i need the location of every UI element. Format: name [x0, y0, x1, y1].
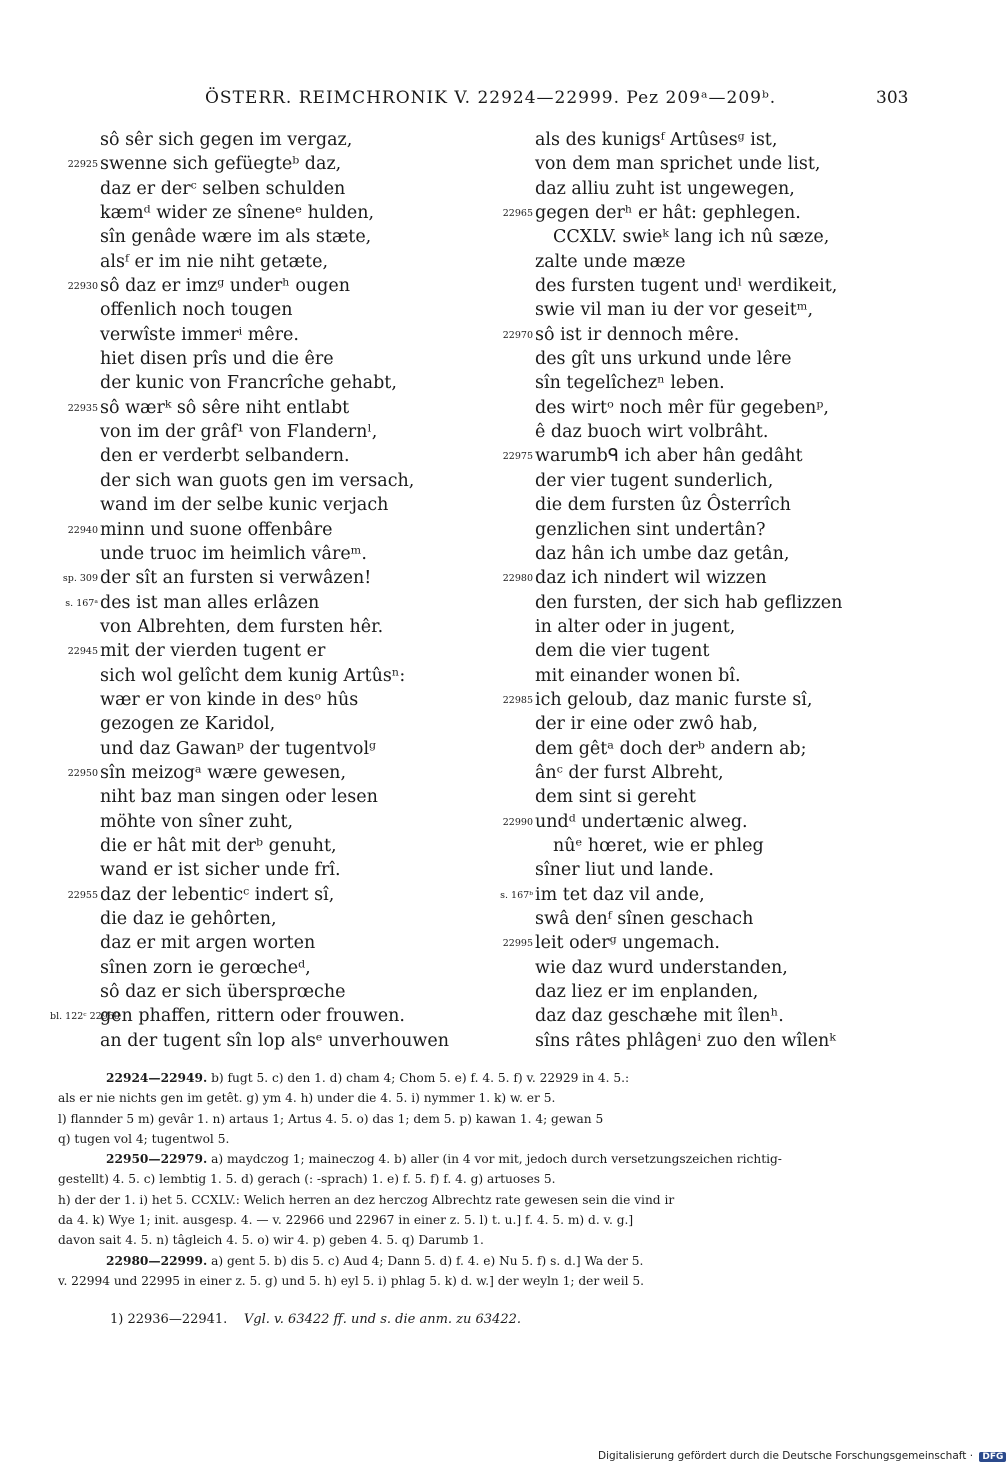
verse-text: sîns râtes phlâgenⁱ zuo den wîlenᵏ	[535, 1030, 836, 1051]
verse-text: des gît uns urkund unde lêre	[535, 349, 792, 370]
verse-line	[50, 639, 490, 663]
verse-text: swie vil man iu der vor geseitᵐ,	[535, 300, 814, 321]
verse-line	[495, 542, 915, 566]
apparatus-text: v. 22994 und 22995 in einer z. 5. g) und 5. h) eyl 5. i) phlag 5. k) d. w.] der weyln 1; der weil 5.	[58, 1273, 644, 1288]
verse-text: leit oderᵍ ungemach.	[535, 933, 720, 954]
verse-line	[495, 737, 915, 761]
verse-line	[495, 347, 915, 371]
critical-apparatus	[58, 1068, 908, 1291]
verse-text: sô ist ir dennoch mêre.	[535, 324, 740, 345]
digitization-credit	[598, 1450, 1006, 1462]
line-marker: s. 167ᵇ	[500, 889, 533, 901]
verse-line	[50, 152, 490, 176]
verse-text: als des kunigsᶠ Artûsesᵍ ist,	[535, 130, 778, 150]
verse-text: wand im der selbe kunic verjach	[100, 495, 389, 516]
verse-line	[495, 688, 915, 712]
verse-text: verwîste immerⁱ mêre.	[100, 324, 299, 345]
running-header	[0, 88, 1000, 114]
verse-line	[50, 518, 490, 542]
running-title: ÖSTERR. REIMCHRONIK V. 22924—22999. Pez 209ᵃ—209ᵇ.	[205, 88, 777, 108]
verse-line	[50, 469, 490, 493]
verse-line	[495, 858, 915, 882]
credit-text: Digitalisierung gefördert durch die Deutsche Forschungsgemeinschaft ·	[598, 1450, 974, 1462]
verse-line	[50, 956, 490, 980]
right-verse-column	[495, 128, 915, 1053]
line-marker: 22990	[502, 816, 533, 828]
line-marker: sp. 309	[62, 573, 98, 585]
verse-line	[495, 371, 915, 395]
verse-line	[495, 907, 915, 931]
verse-text: sînen zorn ie gerœcheᵈ,	[100, 957, 311, 978]
verse-text: mit der vierden tugent er	[100, 641, 326, 662]
verse-text: undᵈ undertænic alweg.	[535, 811, 748, 832]
line-marker: bl. 122ᶜ 22960	[50, 1011, 120, 1023]
verse-line	[50, 250, 490, 274]
verse-line	[50, 980, 490, 1004]
apparatus-text: a) maydczog 1; maineczog 4. b) aller (in 4 vor mit, jedoch durch versetzungszeichen richtig-	[207, 1152, 782, 1167]
verse-text: in alter oder in jugent,	[535, 616, 736, 637]
verse-text: mit einander wonen bî.	[535, 665, 741, 686]
verse-text: genzlichen sint undertân?	[535, 519, 766, 540]
apparatus-text: l) flannder 5 m) gevâr 1. n) artaus 1; Artus 4. 5. o) das 1; dem 5. p) kawan 1. 4; gewan 5	[58, 1111, 604, 1126]
verse-line	[50, 566, 490, 590]
verse-text: hiet disen prîs und die êre	[100, 349, 334, 370]
apparatus-line	[58, 1190, 908, 1210]
verse-line	[50, 712, 490, 736]
verse-line	[50, 177, 490, 201]
apparatus-range: 22950—22979.	[106, 1152, 208, 1167]
verse-line	[495, 566, 915, 590]
verse-line	[50, 225, 490, 249]
line-marker: 22970	[502, 329, 533, 341]
verse-line	[50, 688, 490, 712]
apparatus-line	[58, 1251, 908, 1271]
apparatus-text: h) der der 1. i) het 5. CCXLV.: Welich herren an dez herczog Albrechtz rate gewesen sein die vind ir	[58, 1192, 675, 1207]
verse-text: daz ich nindert wil wizzen	[535, 568, 767, 589]
verse-line	[495, 980, 915, 1004]
verse-line	[495, 469, 915, 493]
verse-line	[50, 128, 490, 152]
apparatus-line	[58, 1169, 908, 1189]
dfg-logo: DFG	[979, 1452, 1006, 1462]
apparatus-text: da 4. k) Wye 1; init. ausgesp. 4. — v. 22966 und 22967 in einer z. 5. l) t. u.] f. 4. 5. m) d. v. g.]	[58, 1213, 634, 1228]
verse-text: ânᶜ der furst Albreht,	[535, 762, 724, 783]
verse-text: unde truoc im heimlich vâreᵐ.	[100, 543, 367, 564]
verse-text: dem die vier tugent	[535, 641, 710, 662]
verse-text: von Albrehten, dem fursten hêr.	[100, 616, 384, 637]
verse-text: sô sêr sich gegen im vergaz,	[100, 130, 353, 150]
verse-line	[50, 664, 490, 688]
verse-line	[495, 152, 915, 176]
verse-text: im tet daz vil ande,	[535, 884, 705, 905]
verse-text: ich geloub, daz manic furste sî,	[535, 689, 813, 710]
verse-text: daz der lebenticᶜ indert sî,	[100, 884, 335, 905]
line-marker: 22975	[502, 451, 533, 463]
apparatus-line	[58, 1088, 908, 1108]
verse-line	[495, 931, 915, 955]
verse-line	[495, 396, 915, 420]
verse-text: gezogen ze Karidol,	[100, 714, 276, 735]
verse-text: des fursten tugent undˡ werdikeit,	[535, 276, 838, 297]
apparatus-line	[58, 1210, 908, 1230]
apparatus-line	[58, 1230, 908, 1250]
verse-line	[495, 250, 915, 274]
verse-line	[50, 883, 490, 907]
verse-text: sîner liut und lande.	[535, 860, 714, 881]
verse-text: dem gêtᵃ doch derᵇ andern ab;	[535, 738, 807, 759]
verse-text: niht baz man singen oder lesen	[100, 787, 378, 808]
verse-line	[495, 810, 915, 834]
verse-text: die er hât mit derᵇ genuht,	[100, 835, 337, 856]
verse-text: von dem man sprichet unde list,	[535, 154, 821, 175]
verse-line	[495, 883, 915, 907]
apparatus-text: b) fugt 5. c) den 1. d) cham 4; Chom 5. e) f. 4. 5. f) v. 22929 in 4. 5.:	[207, 1071, 630, 1085]
verse-line	[50, 1004, 490, 1028]
verse-line	[50, 1029, 490, 1053]
verse-text: daz er derᶜ selben schulden	[100, 178, 346, 199]
verse-line	[495, 639, 915, 663]
verse-text: CCXLV. swieᵏ lang ich nû sæze,	[553, 227, 830, 248]
verse-line	[50, 420, 490, 444]
apparatus-text: als er nie nichts gen im getêt. g) ym 4. h) under die 4. 5. i) nymmer 1. k) w. er 5.	[58, 1091, 556, 1106]
verse-text: zalte unde mæze	[535, 251, 686, 272]
apparatus-line	[58, 1109, 908, 1129]
verse-text: wand er ist sicher unde frî.	[100, 860, 341, 881]
verse-text: gegen derʰ er hât: gephlegen.	[535, 203, 801, 224]
verse-line	[50, 371, 490, 395]
apparatus-text: davon sait 4. 5. n) tâgleich 4. 5. o) wir 4. p) geben 4. 5. q) Darumb 1.	[58, 1233, 484, 1248]
verse-text: daz er mit argen worten	[100, 933, 316, 954]
verse-text: swenne sich gefüegteᵇ daz,	[100, 154, 342, 175]
verse-text: die daz ie gehôrten,	[100, 909, 277, 929]
verse-line	[50, 591, 490, 615]
line-marker: 22985	[502, 694, 533, 706]
verse-text: die dem fursten ûz Ôsterrîch	[535, 495, 791, 516]
verse-line	[50, 785, 490, 809]
line-marker: 22930	[67, 281, 98, 293]
verse-line	[50, 761, 490, 785]
verse-text: der kunic von Francrîche gehabt,	[100, 373, 397, 394]
verse-line	[50, 858, 490, 882]
verse-line	[495, 128, 915, 152]
verse-line	[495, 225, 915, 249]
line-marker: s. 167ᵃ	[65, 597, 98, 609]
verse-text: an der tugent sîn lop alsᵉ unverhouwen	[100, 1030, 449, 1051]
verse-text: daz liez er im enplanden,	[535, 982, 759, 1003]
verse-line	[495, 518, 915, 542]
verse-text: der ir eine oder zwô hab,	[535, 714, 758, 735]
footnote	[110, 1312, 521, 1327]
apparatus-line	[58, 1068, 908, 1088]
verse-line	[495, 785, 915, 809]
line-marker: 22935	[67, 402, 98, 414]
verse-text: warumbᑫ ich aber hân gedâht	[535, 446, 803, 467]
verse-line	[495, 274, 915, 298]
verse-text: minn und suone offenbâre	[100, 519, 333, 540]
verse-line	[495, 298, 915, 322]
verse-text: daz hân ich umbe daz getân,	[535, 543, 790, 564]
verse-text: den er verderbt selbandern.	[100, 446, 350, 467]
verse-line	[50, 201, 490, 225]
verse-text: sîn tegelîchezⁿ leben.	[535, 373, 725, 394]
verse-text: der sît an fursten si verwâzen!	[100, 568, 372, 589]
verse-line	[495, 420, 915, 444]
verse-text: sich wol gelîcht dem kunig Artûsⁿ:	[100, 665, 406, 686]
verse-line	[495, 177, 915, 201]
verse-line	[495, 761, 915, 785]
apparatus-line	[58, 1129, 908, 1149]
line-marker: 22925	[67, 159, 98, 171]
verse-line	[50, 834, 490, 858]
page-number: 303	[876, 88, 909, 108]
line-marker: 22995	[502, 938, 533, 950]
verse-line	[50, 907, 490, 931]
line-marker: 22955	[67, 889, 98, 901]
verse-text: möhte von sîner zuht,	[100, 811, 294, 832]
verse-line	[495, 1004, 915, 1028]
verse-text: nûᵉ hœret, wie er phleg	[553, 835, 764, 856]
apparatus-text: gestellt) 4. 5. c) lembtig 1. 5. d) gerach (: -sprach) 1. e) f. 5. f) f. 4. g) artuoses 5.	[58, 1172, 556, 1187]
verse-line	[495, 834, 915, 858]
verse-text: den fursten, der sich hab geflizzen	[535, 592, 843, 613]
verse-text: sîn meizogᵃ wære gewesen,	[100, 762, 347, 783]
verse-line	[50, 542, 490, 566]
verse-text: alsᶠ er im nie niht getæte,	[100, 251, 329, 272]
verse-text: ê daz buoch wirt volbrâht.	[535, 422, 769, 443]
verse-line	[50, 298, 490, 322]
verse-text: sô wærᵏ sô sêre niht entlabt	[100, 397, 350, 418]
verse-line	[50, 396, 490, 420]
verse-line	[50, 323, 490, 347]
footnote-text: Vgl. v. 63422 ff. und s. die anm. zu 63422.	[243, 1312, 522, 1327]
line-marker: 22950	[67, 767, 98, 779]
verse-line	[495, 444, 915, 468]
verse-text: der vier tugent sunderlich,	[535, 470, 774, 491]
verse-text: daz alliu zuht ist ungewegen,	[535, 178, 795, 199]
verse-line	[495, 1029, 915, 1053]
footnote-number: 1) 22936—22941.	[110, 1312, 228, 1327]
verse-text: sô daz er sich übersprœche	[100, 982, 346, 1003]
verse-text: des ist man alles erlâzen	[100, 592, 320, 613]
line-marker: 22980	[502, 573, 533, 585]
verse-line	[50, 931, 490, 955]
verse-text: wær er von kinde in desᵒ hûs	[100, 689, 359, 710]
verse-text: kæmᵈ wider ze sîneneᵉ hulden,	[100, 203, 375, 224]
verse-line	[495, 201, 915, 225]
verse-text: daz daz geschæhe mit îlenʰ.	[535, 1006, 784, 1027]
verse-line	[50, 737, 490, 761]
verse-text: wie daz wurd understanden,	[535, 957, 788, 978]
verse-line	[495, 591, 915, 615]
verse-text: offenlich noch tougen	[100, 300, 293, 321]
line-marker: 22945	[67, 646, 98, 658]
verse-text: swâ denᶠ sînen geschach	[535, 909, 754, 929]
verse-line	[495, 493, 915, 517]
line-marker: 22940	[67, 524, 98, 536]
verse-line	[50, 274, 490, 298]
verse-line	[50, 444, 490, 468]
verse-line	[495, 323, 915, 347]
verse-line	[495, 664, 915, 688]
verse-line	[50, 347, 490, 371]
verse-text: der sich wan guots gen im versach,	[100, 470, 415, 491]
verse-line	[50, 615, 490, 639]
apparatus-line	[58, 1149, 908, 1169]
verse-line	[50, 493, 490, 517]
verse-text: sîn genâde wære im als stæte,	[100, 227, 372, 248]
left-verse-column	[50, 128, 490, 1053]
line-marker: 22965	[502, 208, 533, 220]
apparatus-line	[58, 1271, 908, 1291]
verse-line	[495, 712, 915, 736]
verse-line	[50, 810, 490, 834]
verse-text: gen phaffen, rittern oder frouwen.	[100, 1006, 405, 1027]
verse-text: sô daz er imzᵍ underʰ ougen	[100, 276, 350, 297]
apparatus-range: 22980—22999.	[106, 1253, 208, 1268]
apparatus-text: q) tugen vol 4; tugentwol 5.	[58, 1131, 230, 1146]
apparatus-text: a) gent 5. b) dis 5. c) Aud 4; Dann 5. d) f. 4. e) Nu 5. f) s. d.] Wa der 5.	[207, 1253, 644, 1268]
apparatus-range: 22924—22949.	[106, 1071, 208, 1085]
verse-line	[495, 956, 915, 980]
verse-text: von im der grâf¹ von Flandernˡ,	[100, 422, 378, 443]
verse-line	[495, 615, 915, 639]
verse-text: dem sint si gereht	[535, 787, 696, 808]
verse-text: und daz Gawanᵖ der tugentvolᵍ	[100, 738, 377, 759]
verse-text: des wirtᵒ noch mêr für gegebenᵖ,	[535, 397, 829, 418]
